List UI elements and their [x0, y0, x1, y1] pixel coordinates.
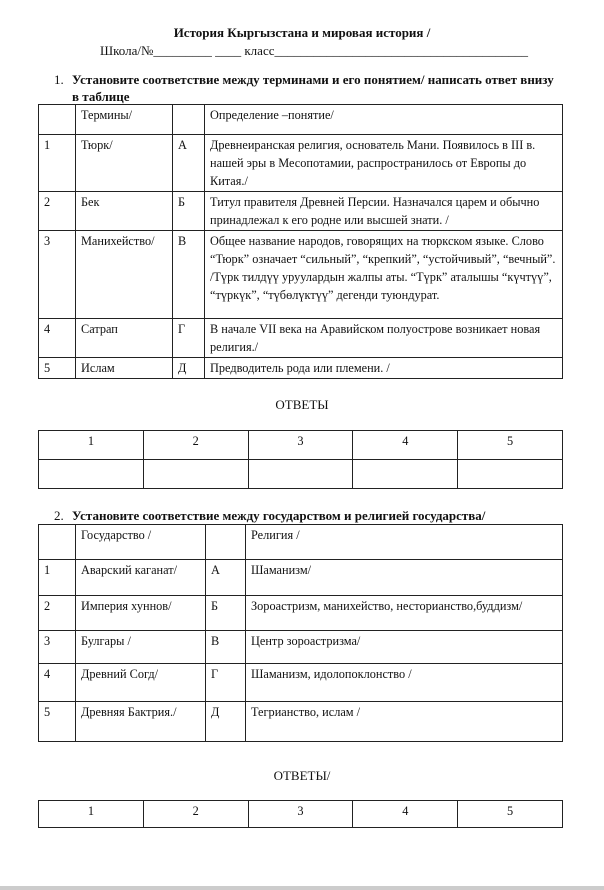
answers-header-row [39, 431, 563, 460]
document-title: История Кыргызстана и мировая история / [173, 25, 431, 40]
answer-header: 3 [248, 801, 353, 828]
answers-input-row [39, 460, 563, 489]
answers-table-2 [38, 800, 563, 828]
row-term: Древний Согд/ [76, 664, 206, 702]
row-letter: В [206, 631, 246, 664]
row-term: Сатрап [76, 319, 173, 358]
row-letter: А [206, 560, 246, 596]
table-row [39, 358, 563, 379]
row-number: 5 [39, 702, 76, 742]
row-letter: В [173, 231, 205, 319]
header-cell [39, 525, 76, 560]
row-term: Ислам [76, 358, 173, 379]
row-number: 4 [39, 319, 76, 358]
answers-title-1: ОТВЕТЫ [275, 397, 329, 412]
row-letter: Б [173, 192, 205, 231]
row-letter: Б [206, 596, 246, 631]
table-row [39, 596, 563, 631]
row-definition: Шаманизм/ [246, 560, 563, 596]
row-number: 3 [39, 231, 76, 319]
question-text: Установите соответствие между государством и религией государства/ [72, 508, 486, 523]
table-row [39, 135, 563, 192]
table-row [39, 702, 563, 742]
answer-header: 5 [458, 431, 563, 460]
header-cell: Определение –понятие/ [205, 105, 563, 135]
answer-cell[interactable] [39, 460, 144, 489]
answer-header: 1 [39, 801, 144, 828]
row-letter: Д [206, 702, 246, 742]
table-header-row [39, 105, 563, 135]
question-text: Установите соответствие между терминами и его понятием/ написать ответ внизу в таблице [72, 72, 554, 104]
header-cell [39, 105, 76, 135]
answers-table-1 [38, 430, 563, 489]
table-row [39, 631, 563, 664]
table-row [39, 664, 563, 702]
answers-title-2: ОТВЕТЫ/ [273, 768, 331, 783]
states-table [38, 524, 563, 742]
row-term: Древняя Бактрия./ [76, 702, 206, 742]
row-definition: Центр зороастризма/ [246, 631, 563, 664]
answer-cell[interactable] [143, 460, 248, 489]
header-cell [173, 105, 205, 135]
row-term: Бек [76, 192, 173, 231]
row-term: Империя хуннов/ [76, 596, 206, 631]
row-definition: Древнеиранская религия, основатель Мани. Появилось в III в. нашей эры в Месопотамии, распространилось от Европы до Китая./ [205, 135, 563, 192]
header-cell: Термины/ [76, 105, 173, 135]
answer-header: 2 [143, 431, 248, 460]
table-row [39, 192, 563, 231]
row-letter: Г [173, 319, 205, 358]
row-number: 5 [39, 358, 76, 379]
row-definition: Шаманизм, идолопоклонство / [246, 664, 563, 702]
row-definition: Общее название народов, говорящих на тюркском языке. Слово “Тюрк” означает “сильный”, “крепкий”, “устойчивый”, “вечный”. /Түрк тилдүү уруулардын жалпы аты. “Түрк” аталышы “күчтүү”, “түркүк”, “түбөлүктүү” дегенди туюндурат. [205, 231, 563, 319]
row-number: 2 [39, 596, 76, 631]
terms-table [38, 104, 563, 379]
answer-header: 3 [248, 431, 353, 460]
row-term: Булгары / [76, 631, 206, 664]
answers-header-row [39, 801, 563, 828]
row-letter: Д [173, 358, 205, 379]
row-number: 3 [39, 631, 76, 664]
answer-header: 4 [353, 431, 458, 460]
row-letter: Г [206, 664, 246, 702]
row-definition: В начале VII века на Аравийском полуострове возникает новая религия./ [205, 319, 563, 358]
row-term: Манихейство/ [76, 231, 173, 319]
row-term: Тюрк/ [76, 135, 173, 192]
answer-cell[interactable] [458, 460, 563, 489]
answer-header: 5 [458, 801, 563, 828]
question-number: 2. [54, 508, 64, 523]
answer-cell[interactable] [353, 460, 458, 489]
row-letter: А [173, 135, 205, 192]
table-row [39, 560, 563, 596]
row-definition: Титул правителя Древней Персии. Назначался царем и обычно принадлежал к его родне или высшей знати. / [205, 192, 563, 231]
row-definition: Зороастризм, манихейство, несторианство,буддизм/ [246, 596, 563, 631]
header-cell [206, 525, 246, 560]
school-line: Школа/№_________ ____ класс_______________________________________ [100, 43, 528, 58]
table-header-row [39, 525, 563, 560]
row-number: 1 [39, 560, 76, 596]
row-number: 1 [39, 135, 76, 192]
row-number: 2 [39, 192, 76, 231]
row-number: 4 [39, 664, 76, 702]
question-1 [54, 71, 562, 105]
answer-header: 2 [143, 801, 248, 828]
table-row [39, 231, 563, 319]
header-cell: Государство / [76, 525, 206, 560]
header-cell: Религия / [246, 525, 563, 560]
answer-cell[interactable] [248, 460, 353, 489]
question-number: 1. [54, 72, 64, 87]
row-definition: Тегрианство, ислам / [246, 702, 563, 742]
table-row [39, 319, 563, 358]
answer-header: 4 [353, 801, 458, 828]
row-term: Аварский каганат/ [76, 560, 206, 596]
answer-header: 1 [39, 431, 144, 460]
page-edge [0, 886, 604, 890]
row-definition: Предводитель рода или племени. / [205, 358, 563, 379]
question-2 [54, 507, 562, 524]
